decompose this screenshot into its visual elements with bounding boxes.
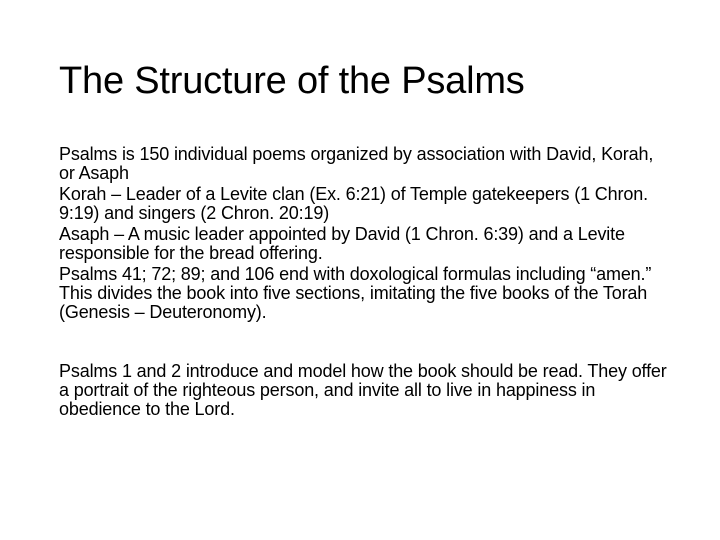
slide-body: [59, 145, 669, 421]
paragraph-psalms-overview: Psalms is 150 individual poems organized by association with David, Korah, or Asaph: [59, 144, 654, 183]
paragraph-asaph: Asaph – A music leader appointed by David (1 Chron. 6:39) and a Levite responsible for the bread offering.: [59, 224, 625, 263]
slide-title: The Structure of the Psalms: [59, 60, 525, 102]
paragraph-korah: Korah – Leader of a Levite clan (Ex. 6:21) of Temple gatekeepers (1 Chron. 9:19) and singers (2 Chron. 20:19): [59, 184, 648, 223]
paragraph-psalms-1-2: Psalms 1 and 2 introduce and model how the book should be read. They offer a portrait of the righteous person, and invite all to live in happiness in obedience to the Lord.: [59, 361, 667, 419]
paragraph-doxological-formulas: Psalms 41; 72; 89; and 106 end with doxological formulas including “amen.” This divides the book into five sections, imitating the five books of the Torah (Genesis – Deuteronomy).: [59, 264, 652, 322]
